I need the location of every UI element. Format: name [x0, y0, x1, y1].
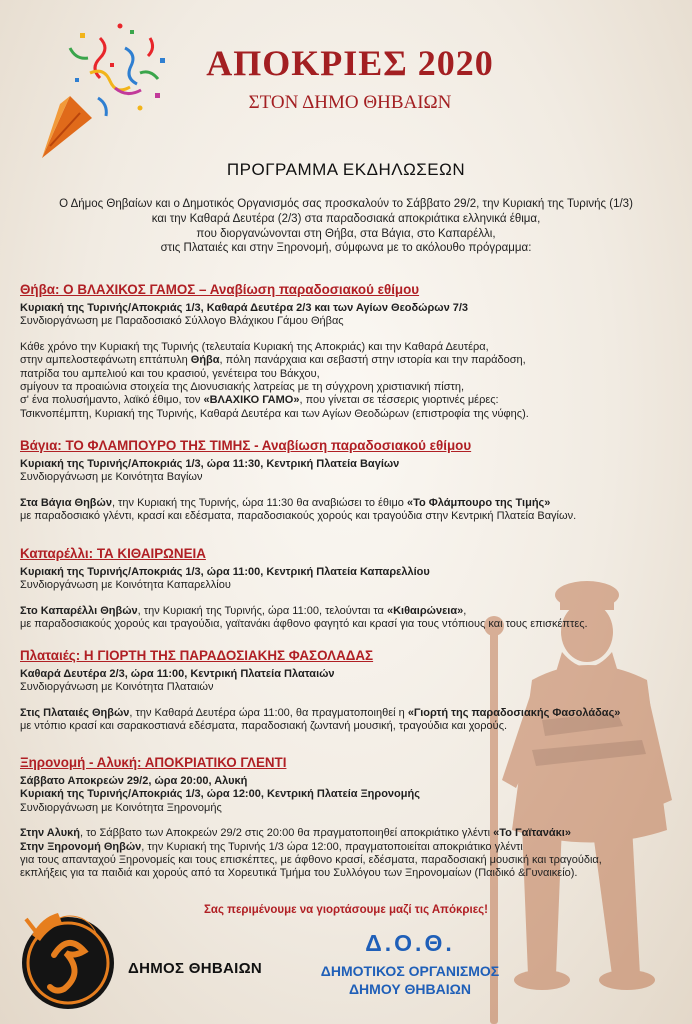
body-line: Τσικνοπέμπτη, Κυριακή της Τυρινής, Καθαρά Δευτέρα και των Αγίων Θεοδώρων (επιστροφία της νύφης).	[20, 407, 529, 420]
section-thiva	[20, 282, 680, 421]
intro-line: στις Πλαταιές και στην Ξηρονομή, σύμφωνα με το ακόλουθο πρόγραμμα:	[160, 242, 532, 255]
section-xironomi	[20, 755, 680, 881]
body-line: σμίγουν τα προαιώνια στοιχεία της Διονυσιακής λατρείας με τη σύγχρονη χριστιανική πίστη,	[20, 381, 465, 394]
body-line: Στην Ξηρονομή Θηβών, την Κυριακή της Τυρινής 1/3 ώρα 12:00, πραγματοποιείται αποκριάτικο γλέντι	[20, 840, 523, 853]
body-line: με παραδοσιακούς χορούς και τραγούδια, γαϊτανάκι άφθονο φαγητό και κρασί για τους ντόπιους και τους επισκέπτες.	[20, 618, 588, 631]
section-vagia	[20, 438, 680, 524]
closing-message: Σας περιμένουμε να γιορτάσουμε μαζί τις Απόκριες!	[204, 904, 488, 916]
organization-name-line2: ΔΗΜΟΥ ΘΗΒΑΙΩΝ	[348, 981, 471, 997]
section-heading: Βάγια: ΤΟ ΦΛΑΜΠΟΥΡΟ ΤΗΣ ΤΙΜΗΣ - Αναβίωση παραδοσιακού εθίμου	[20, 438, 472, 453]
body-line: Στο Καπαρέλλι Θηβών, την Κυριακή της Τυρινής, ώρα 11:00, τελούνται τα «Κιθαιρώνεια»,	[20, 604, 467, 617]
municipality-logo	[14, 905, 122, 1013]
event-coorganizer: Συνδιοργάνωση με Κοινότητα Βαγίων	[20, 471, 203, 484]
municipality-name: ΔΗΜΟΣ ΘΗΒΑΙΩΝ	[128, 960, 263, 977]
body-line: Στις Πλαταιές Θηβών, την Καθαρά Δευτέρα ώρα 11:00, θα πραγματοποιηθεί η «Γιορτή της παραδοσιακής Φασολάδας»	[20, 706, 621, 719]
event-when: Κυριακή της Τυρινής/Αποκριάς 1/3, ώρα 12:00, Κεντρική Πλατεία Ξηρονομής	[20, 788, 420, 801]
intro-line: που διοργανώνονται στη Θήβα, στα Βάγια, στο Καπαρέλλι,	[196, 227, 496, 240]
event-when: Καθαρά Δευτέρα 2/3, ώρα 11:00, Κεντρική Πλατεία Πλαταιών	[20, 668, 335, 680]
section-kaparelli	[20, 546, 680, 632]
party-popper-icon	[30, 18, 180, 163]
event-when: Κυριακή της Τυρινής/Αποκριάς 1/3, ώρα 11:30, Κεντρική Πλατεία Βαγίων	[20, 458, 400, 470]
section-heading: Καπαρέλλι: ΤΑ ΚΙΘΑΙΡΩΝΕΙΑ	[20, 546, 206, 561]
section-heading: Ξηρονομή - Αλυκή: ΑΠΟΚΡΙΑΤΙΚΟ ΓΛΕΝΤΙ	[20, 755, 287, 770]
event-coorganizer: Συνδιοργάνωση με Κοινότητα Ξηρονομής	[20, 801, 222, 814]
event-coorganizer: Συνδιοργάνωση με Κοινότητα Πλαταιών	[20, 681, 214, 694]
intro-paragraph	[20, 197, 672, 256]
body-line: σ' ένα πολυσήμαντο, λαϊκό έθιμο, τον «ΒΛΑΧΙΚΟ ΓΑΜΟ», που γίνεται σε τέσσερις γιορτινές μέρες:	[20, 394, 499, 407]
page-subtitle: ΣΤΟΝ ΔΗΜΟ ΘΗΒΑΙΩΝ	[248, 92, 452, 113]
organization-name-line1: ΔΗΜΟΤΙΚΟΣ ΟΡΓΑΝΙΣΜΟΣ	[320, 963, 500, 979]
organization-abbreviation: Δ.Ο.Θ.	[365, 930, 455, 956]
body-line: εκπλήξεις για τα παιδιά και χορούς από τα Χορευτικά Τμήμα του Συλλόγου των Ξηρονομαίων (Παιδικό &Γυναικείο).	[20, 867, 578, 880]
event-when: Κυριακή της Τυρινής/Αποκριάς 1/3, ώρα 11:00, Κεντρική Πλατεία Καπαρελλίου	[20, 566, 430, 578]
section-plataies	[20, 648, 680, 734]
body-line: Κάθε χρόνο την Κυριακή της Τυρινής (τελευταία Κυριακή της Αποκριάς) και την Καθαρά Δευτέρα,	[20, 340, 489, 353]
section-heading: Θήβα: Ο ΒΛΑΧΙΚΟΣ ΓΑΜΟΣ – Αναβίωση παραδοσιακού εθίμου	[20, 282, 420, 297]
event-when: Κυριακή της Τυρινής/Αποκριάς 1/3, Καθαρά Δευτέρα 2/3 και των Αγίων Θεοδώρων 7/3	[20, 302, 469, 314]
body-line: με παραδοσιακό γλέντι, κρασί και εδέσματα, παραδοσιακούς χορούς και τραγούδια στην Κεντρική Πλατεία Βαγίων.	[20, 510, 577, 523]
intro-line: και την Καθαρά Δευτέρα (2/3) στα παραδοσιακά αποκριάτικα ελληνικά έθιμα,	[151, 212, 541, 225]
intro-line: Ο Δήμος Θηβαίων και ο Δημοτικός Οργανισμός σας προσκαλούν το Σάββατο 29/2, την Κυριακή της Τυρινής (1/3)	[59, 198, 633, 210]
body-line: Στα Βάγια Θηβών, την Κυριακή της Τυρινής, ώρα 11:30 θα αναβιώσει το έθιμο «Το Φλάμπουρο της Τιμής»	[20, 496, 551, 509]
body-line: στην αμπελοστεφάνωτη επτάπυλη Θήβα, πόλη πανάρχαια και σεβαστή στην ιστορία και την παράδοση,	[20, 354, 526, 367]
body-line: με ντόπιο κρασί και σαρακοστιανά εδέσματα, παραδοσιακή ζωντανή μουσική, τραγούδια και χορούς.	[20, 720, 508, 733]
program-title: ΠΡΟΓΡΑΜΜΑ ΕΚΔΗΛΩΣΕΩΝ	[226, 160, 466, 179]
event-coorganizer: Συνδιοργάνωση με Παραδοσιακό Σύλλογο Βλάχικου Γάμου Θήβας	[20, 315, 344, 328]
page-title: ΑΠΟΚΡΙΕΣ 2020	[206, 43, 494, 83]
body-line: Στην Αλυκή, το Σάββατο των Αποκρεών 29/2 στις 20:00 θα πραγματοποιηθεί αποκριάτικο γλέντι «Το Γαϊτανάκι»	[20, 827, 571, 840]
body-line: πατρίδα του αμπελιού και του κρασιού, γενέτειρα του Βάκχου,	[20, 367, 320, 380]
event-coorganizer: Συνδιοργάνωση με Κοινότητα Καπαρελλίου	[20, 579, 231, 592]
section-heading: Πλαταιές: Η ΓΙΟΡΤΗ ΤΗΣ ΠΑΡΑΔΟΣΙΑΚΗΣ ΦΑΣΟΛΑΔΑΣ	[20, 648, 374, 663]
body-line: για τους απανταχού Ξηρονομείς και τους επισκέπτες, με άφθονο κρασί, εδέσματα, παραδοσιακή μουσική και τραγούδια,	[20, 854, 602, 867]
event-when: Σάββατο Αποκρεών 29/2, ώρα 20:00, Αλυκή	[20, 775, 248, 787]
